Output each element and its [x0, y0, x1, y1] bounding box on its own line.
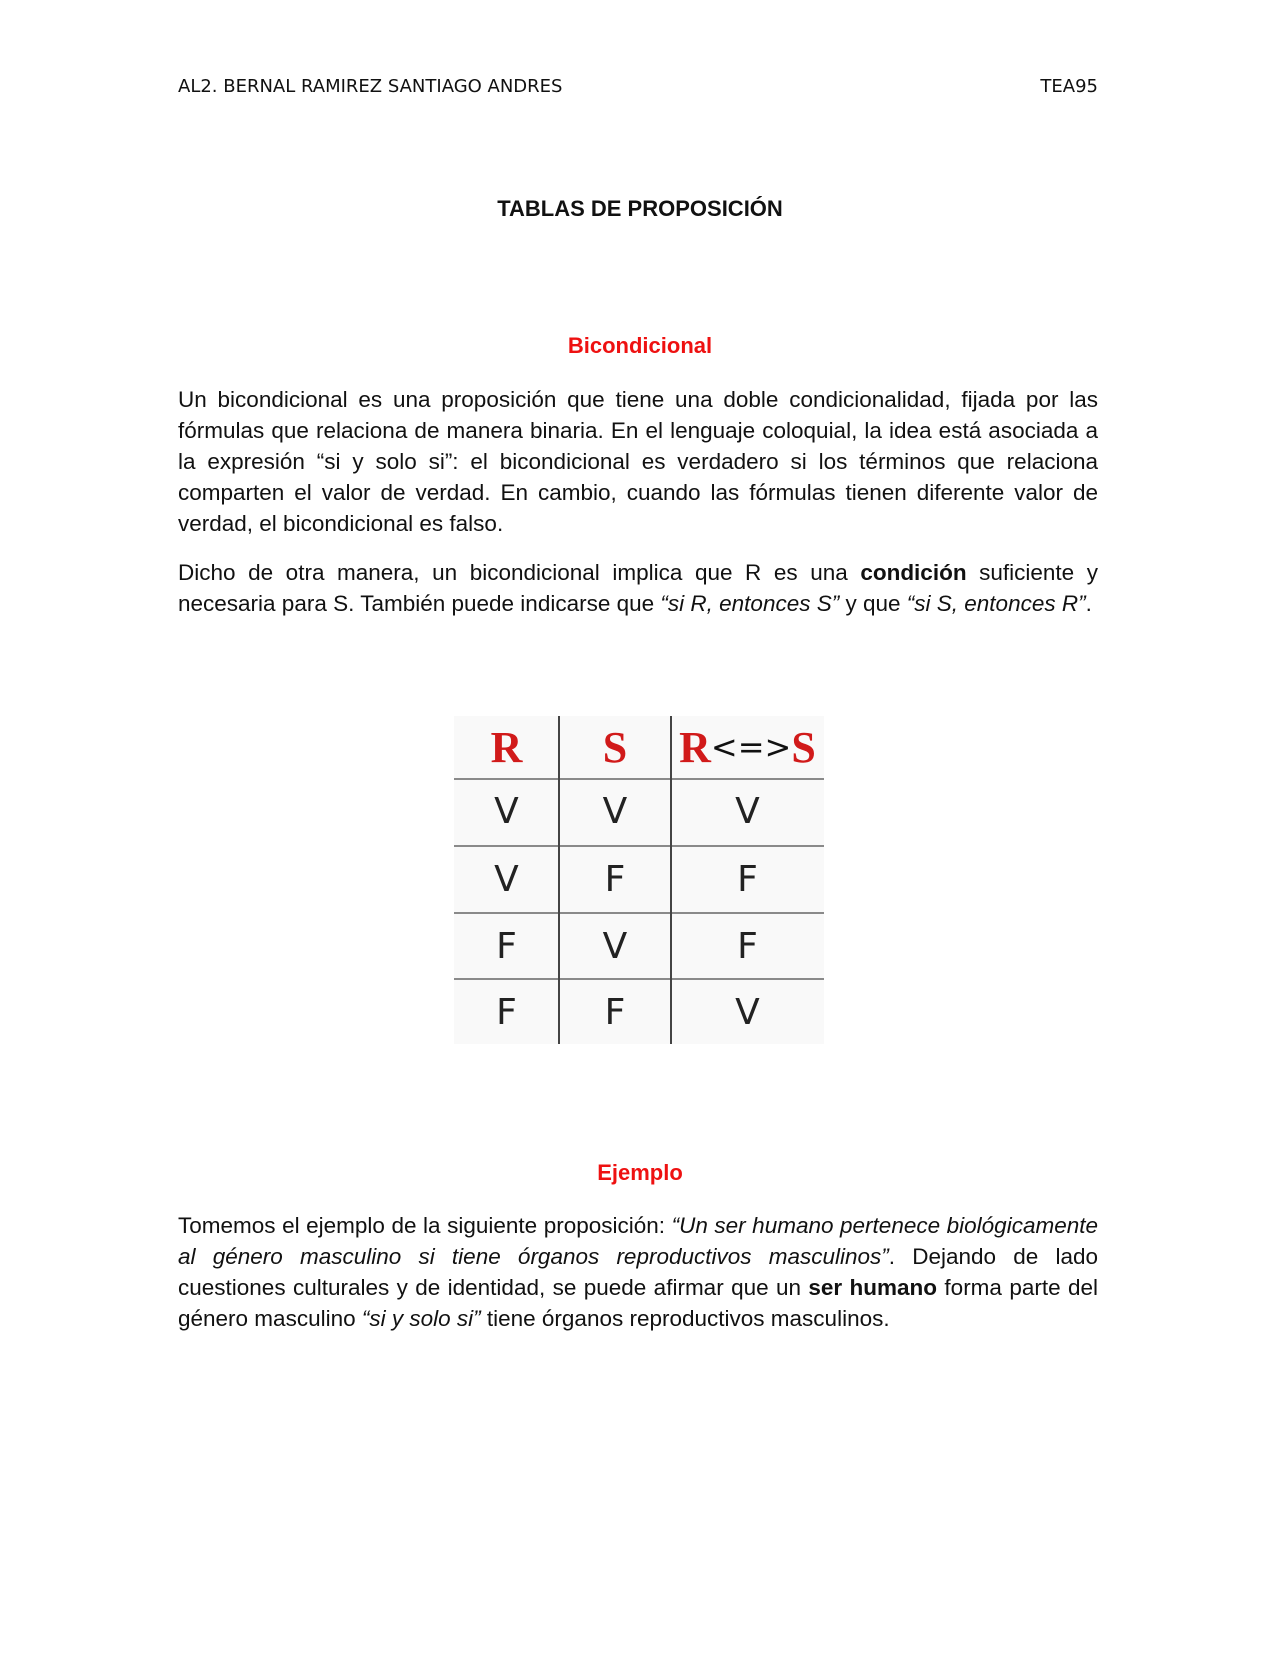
text-run: y que — [839, 591, 907, 616]
table-divider — [454, 778, 824, 780]
header-biconditional — [671, 716, 824, 778]
header-r: R — [490, 722, 523, 772]
bold-term-ser-humano: ser humano — [808, 1275, 938, 1300]
paragraph-definition: Un bicondicional es una proposición que tiene una doble condicionalidad, fijada por las fórmulas que relaciona de manera binaria. En el lenguaje coloquial, la idea está asociada a la expresión “si y solo si”: el bicondicional es verdadero si los términos que relaciona comparten el valor de verdad. En cambio, cuando las fórmulas tienen diferente valor de verdad, el bicondicional es falso. — [178, 387, 1098, 536]
table-cell: F — [604, 858, 626, 900]
table-cell: V — [602, 925, 628, 967]
table-divider — [454, 912, 824, 914]
table-cell: V — [602, 790, 628, 832]
text-run: forma parte del género masculino — [178, 1275, 1098, 1331]
italic-quote: “si y solo si” — [361, 1306, 481, 1331]
table-cell: V — [494, 858, 519, 900]
truth-table-image — [454, 716, 824, 1044]
table-row — [454, 778, 824, 844]
section-heading-ejemplo: Ejemplo — [597, 1160, 683, 1185]
table-divider — [454, 845, 824, 847]
italic-quote: “Un ser humano pertenece biológicamente al género masculino si tiene órganos reproductivos masculinos” — [178, 1213, 1098, 1269]
table-cell: F — [737, 925, 758, 967]
header-code: TEA95 — [1040, 76, 1098, 97]
bold-term-condicion: condición — [860, 560, 967, 585]
table-row — [454, 979, 824, 1045]
header-author: AL2. BERNAL RAMIREZ SANTIAGO ANDRES — [178, 76, 563, 97]
table-cell: F — [604, 991, 626, 1033]
header-bi-operator: <=> — [710, 728, 792, 766]
section-heading-bicondicional: Bicondicional — [567, 333, 713, 358]
table-cell: V — [735, 991, 760, 1033]
truth-table-header-row — [454, 716, 824, 778]
table-cell: V — [735, 790, 760, 832]
table-cell: F — [737, 858, 758, 900]
table-divider — [454, 978, 824, 980]
table-column-divider — [558, 716, 560, 1044]
paragraph-explanation — [178, 557, 1098, 619]
text-run: tiene órganos reproductivos masculinos. — [480, 1306, 890, 1331]
text-run: Tomemos el ejemplo de la siguiente proposición: — [178, 1213, 672, 1238]
italic-quote: “si R, entonces S” — [660, 591, 840, 616]
header-bi-r: R — [679, 722, 711, 772]
table-row — [454, 913, 824, 979]
page-title: TABLAS DE PROPOSICIÓN — [497, 196, 783, 221]
table-cell: F — [496, 991, 517, 1033]
table-cell: V — [494, 790, 519, 832]
header-bi-s: S — [791, 722, 816, 772]
table-row — [454, 846, 824, 912]
text-run: suficiente y necesaria para S. También puede indicarse que — [178, 560, 1098, 616]
table-column-divider — [670, 716, 672, 1044]
table-cell: F — [496, 925, 517, 967]
paragraph-example — [178, 1210, 1098, 1334]
italic-quote: “si S, entonces R” — [906, 591, 1086, 616]
header-s: S — [602, 722, 628, 772]
text-run: . Dejando de lado cuestiones culturales y de identidad, se puede afirmar que un — [178, 1244, 1098, 1300]
text-run: . — [1085, 591, 1092, 616]
text-run: Dicho de otra manera, un bicondicional implica que R es una — [178, 560, 861, 585]
